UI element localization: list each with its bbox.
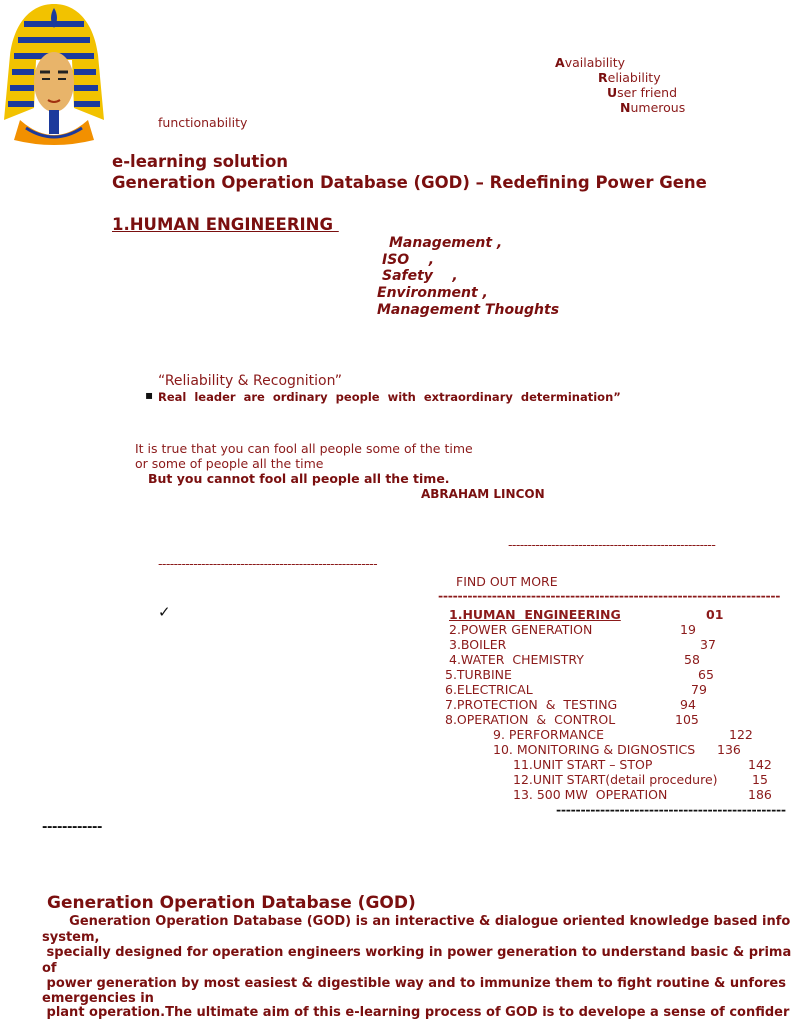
divider-short: ------------ [42,820,102,835]
toc-item-electrical[interactable]: 6.ELECTRICAL [445,682,533,697]
topic-management-thoughts: Management Thoughts [377,302,560,318]
god-paragraph-line: Generation Operation Database (GOD) is an interactive & dialogue oriented knowledge based info [42,914,791,929]
god-section-heading: Generation Operation Database (GOD) [47,893,416,913]
topic-environment: Environment , [377,285,488,301]
toc-page-number: 19 [680,622,696,637]
toc-page-number: 58 [684,652,700,667]
lincoln-quote-line2: or some of people all the time [135,456,324,471]
topic-management: Management , [389,235,503,251]
toc-page-number: 142 [748,757,772,772]
page-title: Generation Operation Database (GOD) – Redefining Power Gene [112,173,707,192]
toc-item-unit-start-stop[interactable]: 11.UNIT START – STOP [513,757,653,772]
acrostic-line-user-friend [607,85,677,100]
page-subtitle: e-learning solution [112,152,289,171]
toc-page-number: 79 [691,682,707,697]
toc-item-monitoring-diagnostics[interactable]: 10. MONITORING & DIGNOSTICS [493,742,696,757]
lincoln-quote-line1: It is true that you can fool all people some of the time [135,441,473,456]
god-paragraph-line: specially designed for operation engineers working in power generation to understand basic & prima [42,945,791,960]
topic-safety: Safety , [382,268,458,284]
quote-title: “Reliability & Recognition” [158,373,342,389]
acrostic-letter: U [607,85,618,100]
pharaoh-logo [0,0,108,146]
acrostic-rest: vailability [564,55,626,70]
toc-item-water-chemistry[interactable]: 4.WATER CHEMISTRY [449,652,584,667]
divider-right-top: ----------------------------------------------------- [508,537,716,552]
toc-page-number: 15 [752,772,768,787]
toc-page-number: 186 [748,787,772,802]
acrostic-letter: A [555,55,565,70]
toc-item-operation-control[interactable]: 8.OPERATION & CONTROL [445,712,616,727]
acrostic-rest: ser friend [617,85,678,100]
functionability-text: functionability [158,115,248,130]
toc-page-number: 65 [698,667,714,682]
toc-item-label: 1.HUMAN ENGINEERING [449,607,621,622]
toc-item-boiler[interactable]: 3.BOILER [449,637,507,652]
bullet-icon: ▪ [145,388,154,402]
find-out-more-label: FIND OUT MORE [456,574,558,589]
acrostic-rest: eliability [607,70,661,85]
toc-item-500mw-operation[interactable]: 13. 500 MW OPERATION [513,787,668,802]
topic-iso: ISO , [382,252,435,268]
toc-item-power-generation[interactable]: 2.POWER GENERATION [449,622,593,637]
acrostic-line-numerous [620,100,685,115]
lincoln-quote-line3: But you cannot fool all people all the time. [148,471,450,486]
toc-item-performance[interactable]: 9. PERFORMANCE [493,727,605,742]
toc-page-number: 105 [675,712,699,727]
toc-item-human-engineering[interactable] [449,607,621,622]
section-heading-human-engineering: 1.HUMAN ENGINEERING [112,215,339,234]
god-paragraph-line: plant operation.The ultimate aim of this e-learning process of GOD is to develope a sense of confider [42,1005,790,1020]
toc-page-number: 01 [706,607,724,622]
divider-left: -------------------------------------------------------- [158,556,377,571]
acrostic-letter: N [620,100,631,115]
acrostic-line-reliability [598,70,661,85]
acrostic-letter: R [598,70,608,85]
toc-item-unit-start-detail[interactable]: 12.UNIT START(detail procedure) [513,772,718,787]
checkmark-icon: ✓ [158,603,171,621]
acrostic-line-availability [555,55,625,70]
divider-toc-top: ---------------------------------------------------------------------- [438,588,781,603]
toc-item-turbine[interactable]: 5.TURBINE [445,667,512,682]
toc-page-number: 136 [717,742,741,757]
toc-page-number: 37 [700,637,716,652]
god-paragraph-line: emergencies in [42,991,154,1006]
quote-text: Real leader are ordinary people with extraordinary determination” [158,390,621,404]
toc-page-number: 94 [680,697,696,712]
quote-author: ABRAHAM LINCON [421,487,545,501]
acrostic-rest: umerous [630,100,686,115]
god-paragraph-line: power generation by most easiest & digestible way and to immunize them to fight routine & unfores [42,976,786,991]
god-paragraph-line: of [42,961,57,976]
god-paragraph-line: system, [42,930,100,945]
toc-page-number: 122 [729,727,753,742]
toc-item-protection-testing[interactable]: 7.PROTECTION & TESTING [445,697,618,712]
divider-toc-bottom: ----------------------------------------------- [556,802,786,817]
